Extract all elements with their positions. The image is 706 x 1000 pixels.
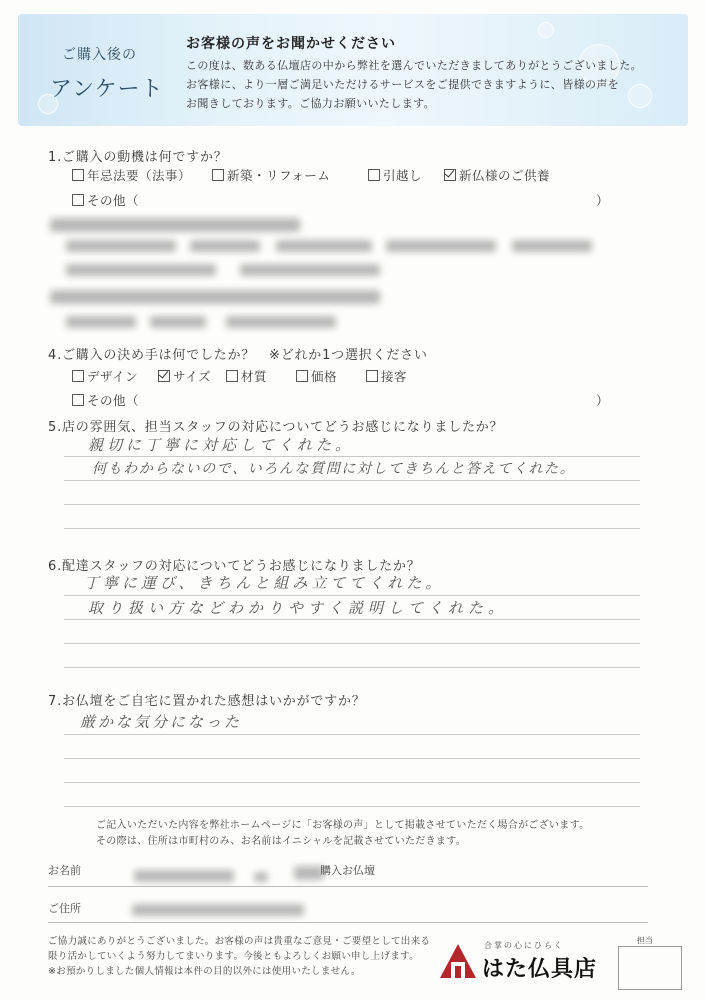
publication-notice	[96, 818, 589, 850]
answer-line	[64, 595, 640, 596]
checkbox[interactable]	[296, 370, 308, 382]
redacted-text	[66, 264, 216, 276]
redacted-text	[66, 316, 136, 328]
q5-answer-line[interactable]: 親切に丁寧に対応してくれた。	[88, 436, 355, 454]
redacted-text	[512, 240, 592, 252]
q1-option[interactable]: 引越し	[368, 166, 422, 184]
question-1: 1.ご購入の動機は何ですか？	[48, 150, 228, 165]
q1-other[interactable]: その他（	[72, 191, 139, 209]
redacted-text	[386, 240, 496, 252]
brand-tagline: 合掌の心にひらく	[484, 941, 564, 950]
q4-option[interactable]: 価格	[296, 367, 337, 385]
q6-answer-line[interactable]: 取り扱い方などわかりやすく説明してくれた。	[88, 599, 509, 617]
question-5: 5.店の雰囲気、担当スタッフの対応についてどうお感じになりましたか？	[48, 420, 504, 435]
answer-line	[64, 758, 640, 759]
redacted-text	[66, 240, 176, 252]
checkbox-checked[interactable]	[158, 370, 170, 382]
name-line	[48, 886, 648, 887]
question-6: 6.配達スタッフの対応についてどうお感じになりましたか？	[48, 559, 421, 574]
q1-option[interactable]: 新築・リフォーム	[212, 166, 330, 184]
question-4: 4.ご購入の決め手は何でしたか？ ※どれか1つ選択ください	[48, 348, 428, 363]
checkbox[interactable]	[72, 194, 84, 206]
thanks-line: 限り活かしていくよう努力してまいります。今後ともよろしくお願い申し上げます。	[48, 951, 419, 962]
notice-line: その際は、住所は市町村のみ、お名前はイニシャルを記載させていただきます。	[96, 836, 466, 847]
purchase-label: 購入お仏壇	[320, 864, 375, 877]
checkbox[interactable]	[366, 370, 378, 382]
answer-line	[64, 643, 640, 644]
address-label: ご住所	[48, 902, 81, 915]
answer-line	[64, 480, 640, 481]
redacted-text	[190, 240, 260, 252]
notice-line: ご記入いただいた内容を弊社ホームページに「お客様の声」として掲載させていただく場合がございます。	[96, 820, 590, 831]
header-intro	[186, 56, 686, 113]
redacted-text	[276, 240, 372, 252]
redacted-address	[132, 904, 304, 916]
checkbox[interactable]	[72, 169, 84, 181]
redacted-text	[50, 218, 300, 232]
answer-line	[64, 619, 640, 620]
q4-option[interactable]: サイズ	[158, 367, 211, 385]
checkbox[interactable]	[226, 370, 238, 382]
stamp-box	[618, 946, 682, 990]
q7-answer-line[interactable]: 厳かな気分になった	[80, 713, 243, 731]
temple-icon	[438, 942, 478, 980]
q1-option[interactable]: 新仏様のご供養	[444, 166, 550, 184]
answer-line	[64, 456, 640, 457]
thanks-line: ご協力誠にありがとうございました。お客様の声は貴重なご意見・ご要望として出来る	[48, 936, 431, 947]
header-heading: お客様の声をお聞かせください	[186, 36, 396, 52]
brand-logo	[438, 936, 608, 986]
header-subtitle: ご購入後の	[62, 47, 137, 63]
answer-line	[64, 528, 640, 529]
q1-option[interactable]: 年忌法要（法事）	[72, 166, 191, 184]
q4-option[interactable]: 接客	[366, 367, 407, 385]
checkbox[interactable]	[72, 370, 84, 382]
checkbox[interactable]	[72, 394, 84, 406]
header-title: アンケート	[50, 77, 164, 102]
q4-option[interactable]: 材質	[226, 367, 267, 385]
stamp-label: 担当	[637, 936, 653, 945]
thanks-line: ※お預かりしました個人情報は本件の目的以外には使用いたしません。	[48, 966, 361, 977]
question-7: 7.お仏壇をご自宅に置かれた感想はいかがですか？	[48, 694, 366, 709]
checkbox[interactable]	[368, 169, 380, 181]
bubble-decoration	[538, 22, 554, 38]
checkbox-checked[interactable]	[444, 169, 456, 181]
intro-line: この度は、数ある仏壇店の中から弊社を選んでいただきましてありがとうございました。	[186, 59, 642, 72]
redacted-name	[254, 872, 268, 882]
checkbox[interactable]	[212, 169, 224, 181]
address-line	[48, 922, 648, 923]
intro-line: お客様に、より一層ご満足いただけるサービスをご提供できますように、皆様の声を	[186, 78, 620, 91]
q5-answer-line[interactable]: 何もわからないので、いろんな質問に対してきちんと答えてくれた。	[92, 461, 576, 477]
q4-other[interactable]: その他（	[72, 391, 139, 409]
redacted-text	[226, 316, 336, 328]
answer-line	[64, 782, 640, 783]
answer-line	[64, 667, 640, 668]
answer-line	[64, 806, 640, 807]
q4-option[interactable]: デザイン	[72, 367, 138, 385]
answer-line	[64, 504, 640, 505]
q6-answer-line[interactable]: 丁寧に運び、きちんと組み立ててくれた。	[84, 574, 445, 592]
redacted-text	[150, 316, 206, 328]
brand-name: はた仏具店	[482, 956, 598, 982]
redacted-text	[240, 264, 380, 276]
q4-other-close: ）	[596, 393, 610, 408]
intro-line: お聞きしております。ご協力お願いいたします。	[186, 97, 436, 110]
q1-other-close: ）	[596, 193, 610, 208]
redacted-text	[50, 290, 380, 304]
thanks-note	[48, 934, 430, 979]
name-label: お名前	[48, 864, 81, 877]
redacted-name	[134, 870, 234, 882]
answer-line	[64, 734, 640, 735]
